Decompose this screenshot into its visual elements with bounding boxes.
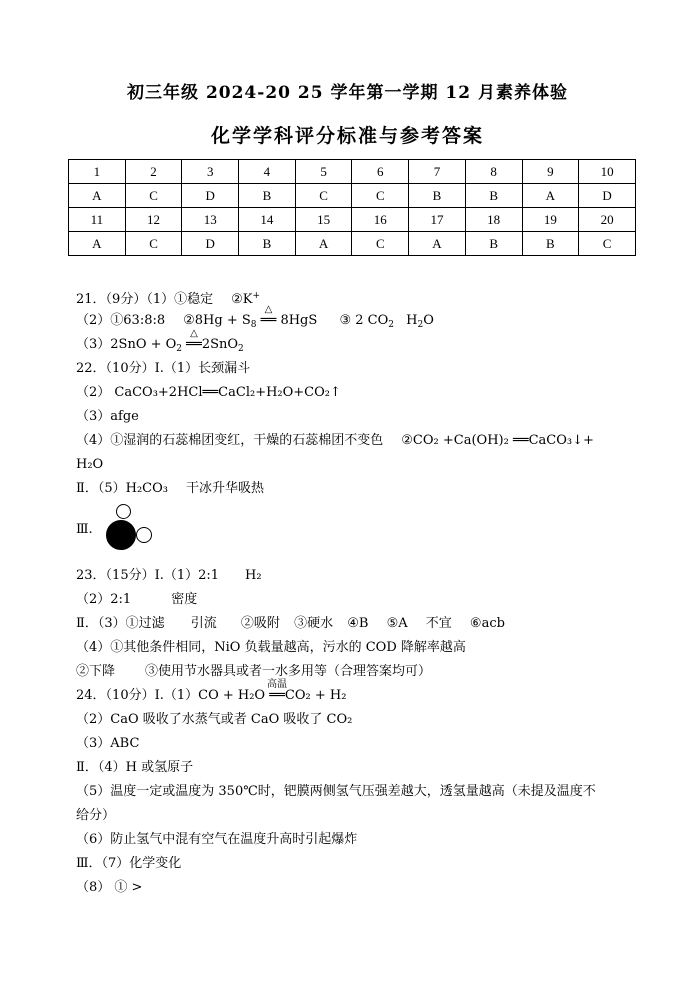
reaction-condition: 高温 ══ (267, 679, 288, 703)
question-number-cell: 3 (182, 160, 239, 184)
q24-line-5: （5）温度一定或温度为 350℃时，钯膜两侧氢气压强差越大，透氢量越高（未提及温度不 (76, 784, 596, 799)
q23-line-3: Ⅱ．（3）①过滤 引流 ②吸附 ③硬水 ④B ⑤A 不宜 ⑥acb (76, 616, 505, 631)
question-number-cell: 17 (409, 208, 466, 232)
q24-line-7: （6）防止氢气中混有空气在温度升高时引起爆炸 (76, 832, 358, 847)
question-number-cell: 8 (465, 160, 522, 184)
question-number-cell: 5 (295, 160, 352, 184)
answer-cell: C (125, 232, 182, 256)
reaction-condition: △ ══ (186, 328, 202, 352)
answer-cell: C (352, 184, 409, 208)
answer-cell: D (182, 184, 239, 208)
question-number-cell: 9 (522, 160, 579, 184)
q23-line-5: ②下降 ③使用节水器具或者一水多用等（合理答案均可） (76, 664, 432, 679)
answer-cell: A (295, 232, 352, 256)
question-number-cell: 6 (352, 160, 409, 184)
answer-cell: A (409, 232, 466, 256)
answer-cell: A (522, 184, 579, 208)
answer-cell: C (125, 184, 182, 208)
question-number-cell: 20 (579, 208, 636, 232)
q22-line-7: Ⅲ. (76, 522, 93, 537)
reaction-condition: △ ══ (260, 304, 277, 328)
q23-line-1: 23．（15分）Ⅰ.（1）2:1 H₂ (76, 568, 262, 583)
q23-line-2: （2）2:1 密度 (76, 592, 198, 607)
document-subtitle: 化学学科评分标准与参考答案 (210, 125, 484, 147)
small-atom-right (136, 527, 152, 543)
answer-cell: B (409, 184, 466, 208)
question-number-cell: 4 (239, 160, 296, 184)
answer-cell: B (239, 232, 296, 256)
answer-cell: A (69, 184, 126, 208)
table-row (69, 160, 636, 184)
question-number-cell: 12 (125, 208, 182, 232)
answer-cell: B (239, 184, 296, 208)
q22-line-1: 22．（10分）Ⅰ.（1）长颈漏斗 (76, 361, 251, 376)
q22-line-3: （3）afge (76, 409, 139, 424)
table-row (69, 208, 636, 232)
q24-line-6: 给分） (76, 808, 116, 823)
q21-line-2: （2）①63:8:8 ②8Hg + $S_8$ △ ══ 8HgS ③ 2 $CO_2$ $H_2O$ (76, 304, 434, 330)
answer-cell: B (465, 232, 522, 256)
question-number-cell: 19 (522, 208, 579, 232)
q21-line-3: $(3)2SnO + O_2$ △ ══2SnO$_2$ (76, 328, 244, 354)
answer-cell: B (465, 184, 522, 208)
table-row (69, 184, 636, 208)
answer-cell: C (295, 184, 352, 208)
question-number-cell: 18 (465, 208, 522, 232)
answer-cell: B (522, 232, 579, 256)
multiple-choice-answer-table (68, 159, 636, 256)
q24-line-3: （3）ABC (76, 736, 140, 751)
q22-line-5: H₂O (76, 457, 104, 472)
answer-cell: C (579, 232, 636, 256)
table-row (69, 232, 636, 256)
question-number-cell: 7 (409, 160, 466, 184)
q22-line-2: （2） CaCO₃+2HCl══CaCl₂+H₂O+CO₂↑ (76, 385, 341, 400)
question-number-cell: 1 (69, 160, 126, 184)
question-number-cell: 16 (352, 208, 409, 232)
q24-line-4: Ⅱ．（4）H 或氢原子 (76, 760, 194, 775)
question-number-cell: 11 (69, 208, 126, 232)
document-title: 初三年级 2024-20 25 学年第一学期 12 月素养体验 (127, 83, 568, 103)
q21-line-1: 21．（9分）（1）①稳定 ②K+ (76, 291, 261, 307)
small-atom-top (116, 504, 131, 519)
q22-line-6: Ⅱ．（5）H₂CO₃ 干冰升华吸热 (76, 481, 264, 496)
q24-line-8: Ⅲ．（7）化学变化 (76, 856, 182, 871)
answer-cell: D (579, 184, 636, 208)
q23-line-4: （4）①其他条件相同，NiO 负载量越高，污水的 COD 降解率越高 (76, 640, 466, 655)
q24-line-2: （2）CaO 吸收了水蒸气或者 CaO 吸收了 CO₂ (76, 712, 353, 727)
question-number-cell: 13 (182, 208, 239, 232)
large-atom (106, 520, 136, 550)
answer-cell: D (182, 232, 239, 256)
question-number-cell: 14 (239, 208, 296, 232)
q24-line-9: （8） ① > (76, 880, 143, 895)
q22-line-4: （4）①湿润的石蕊棉团变红，干燥的石蕊棉团不变色 ②CO₂ +Ca(OH)₂ ══CaCO₃↓+ (76, 433, 594, 448)
answer-cell: A (69, 232, 126, 256)
question-number-cell: 15 (295, 208, 352, 232)
q24-line-1: 24．（10分）Ⅰ.（1）CO + H₂O 高温 ══CO₂ + H₂ (76, 679, 347, 703)
answer-cell: C (352, 232, 409, 256)
question-number-cell: 10 (579, 160, 636, 184)
question-number-cell: 2 (125, 160, 182, 184)
